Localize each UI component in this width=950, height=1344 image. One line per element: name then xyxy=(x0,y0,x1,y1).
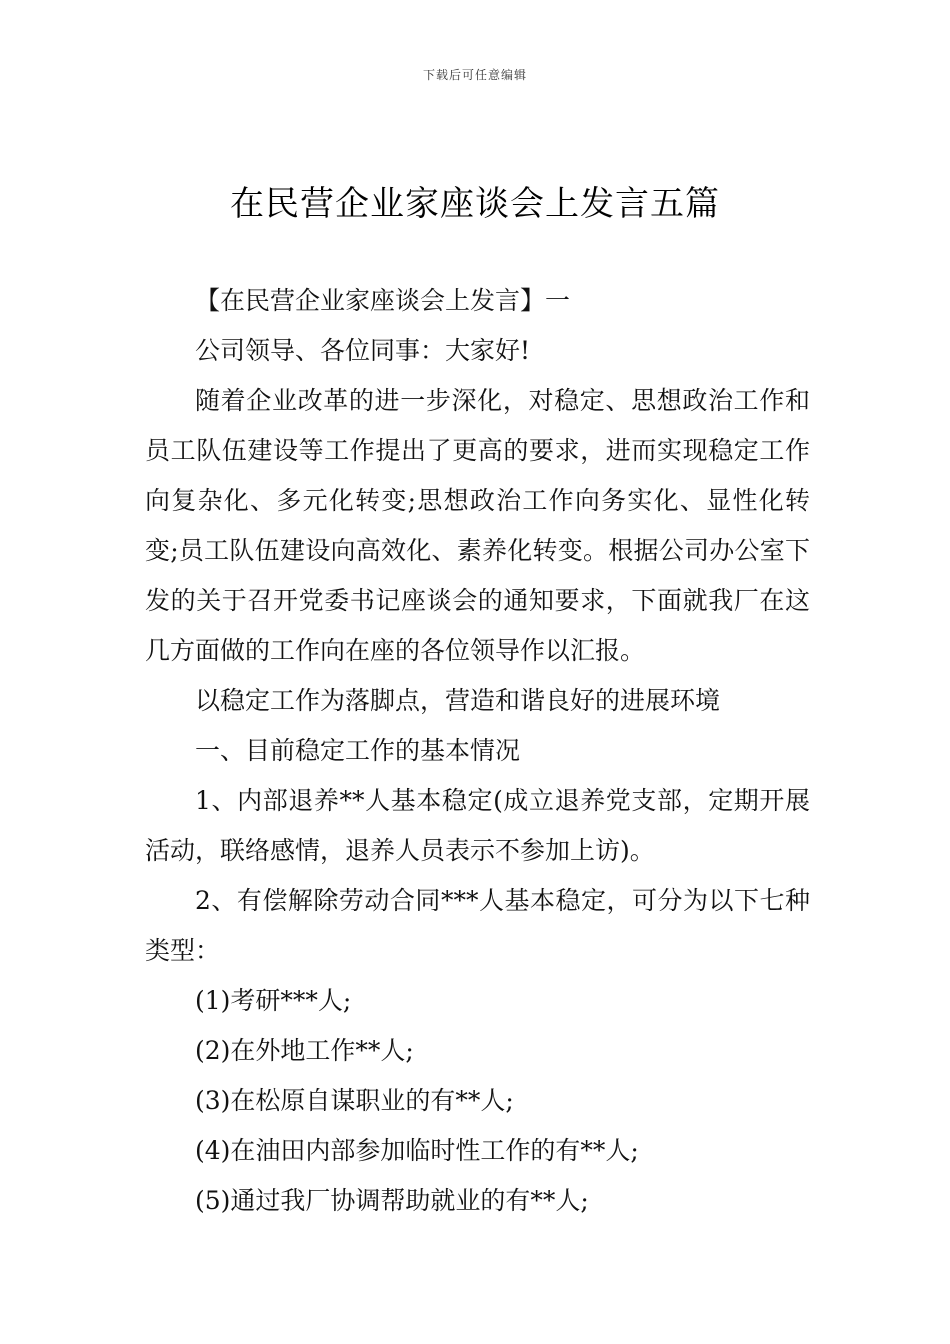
section-heading: 【在民营企业家座谈会上发言】一 xyxy=(195,286,571,315)
subheading-paragraph: 以稳定工作为落脚点，营造和谐良好的进展环境 xyxy=(195,686,721,715)
header-note: 下载后可任意编辑 xyxy=(422,68,527,82)
document-title: 在民营企业家座谈会上发言五篇 xyxy=(230,184,720,224)
sub-list-item: (1)考研***人; xyxy=(195,986,352,1015)
list-item: 2、有偿解除劳动合同***人基本稳定，可分为以下七种类型： xyxy=(145,886,810,965)
section-one-heading: 一、目前稳定工作的基本情况 xyxy=(195,736,521,765)
list-item: 1、内部退养**人基本稳定(成立退养党支部，定期开展活动，联络感情，退养人员表示不参加上访)。 xyxy=(145,786,810,865)
intro-paragraph: 随着企业改革的进一步深化，对稳定、思想政治工作和员工队伍建设等工作提出了更高的要求，进而实现稳定工作向复杂化、多元化转变;思想政治工作向务实化、显性化转变;员工队伍建设向高效化、素养化转变。根据公司办公室下发的关于召开党委书记座谈会的通知要求，下面就我厂在这几方面做的工作向在座的各位领导作以汇报。 xyxy=(145,386,810,665)
sub-list-item: (2)在外地工作**人; xyxy=(195,1036,414,1065)
greeting-paragraph: 公司领导、各位同事：大家好! xyxy=(195,336,531,365)
document-body xyxy=(145,276,810,1226)
sub-list-item: (4)在油田内部参加临时性工作的有**人; xyxy=(195,1136,639,1165)
sub-list-item: (3)在松原自谋职业的有**人; xyxy=(195,1086,514,1115)
sub-list-item: (5)通过我厂协调帮助就业的有**人; xyxy=(195,1186,589,1215)
